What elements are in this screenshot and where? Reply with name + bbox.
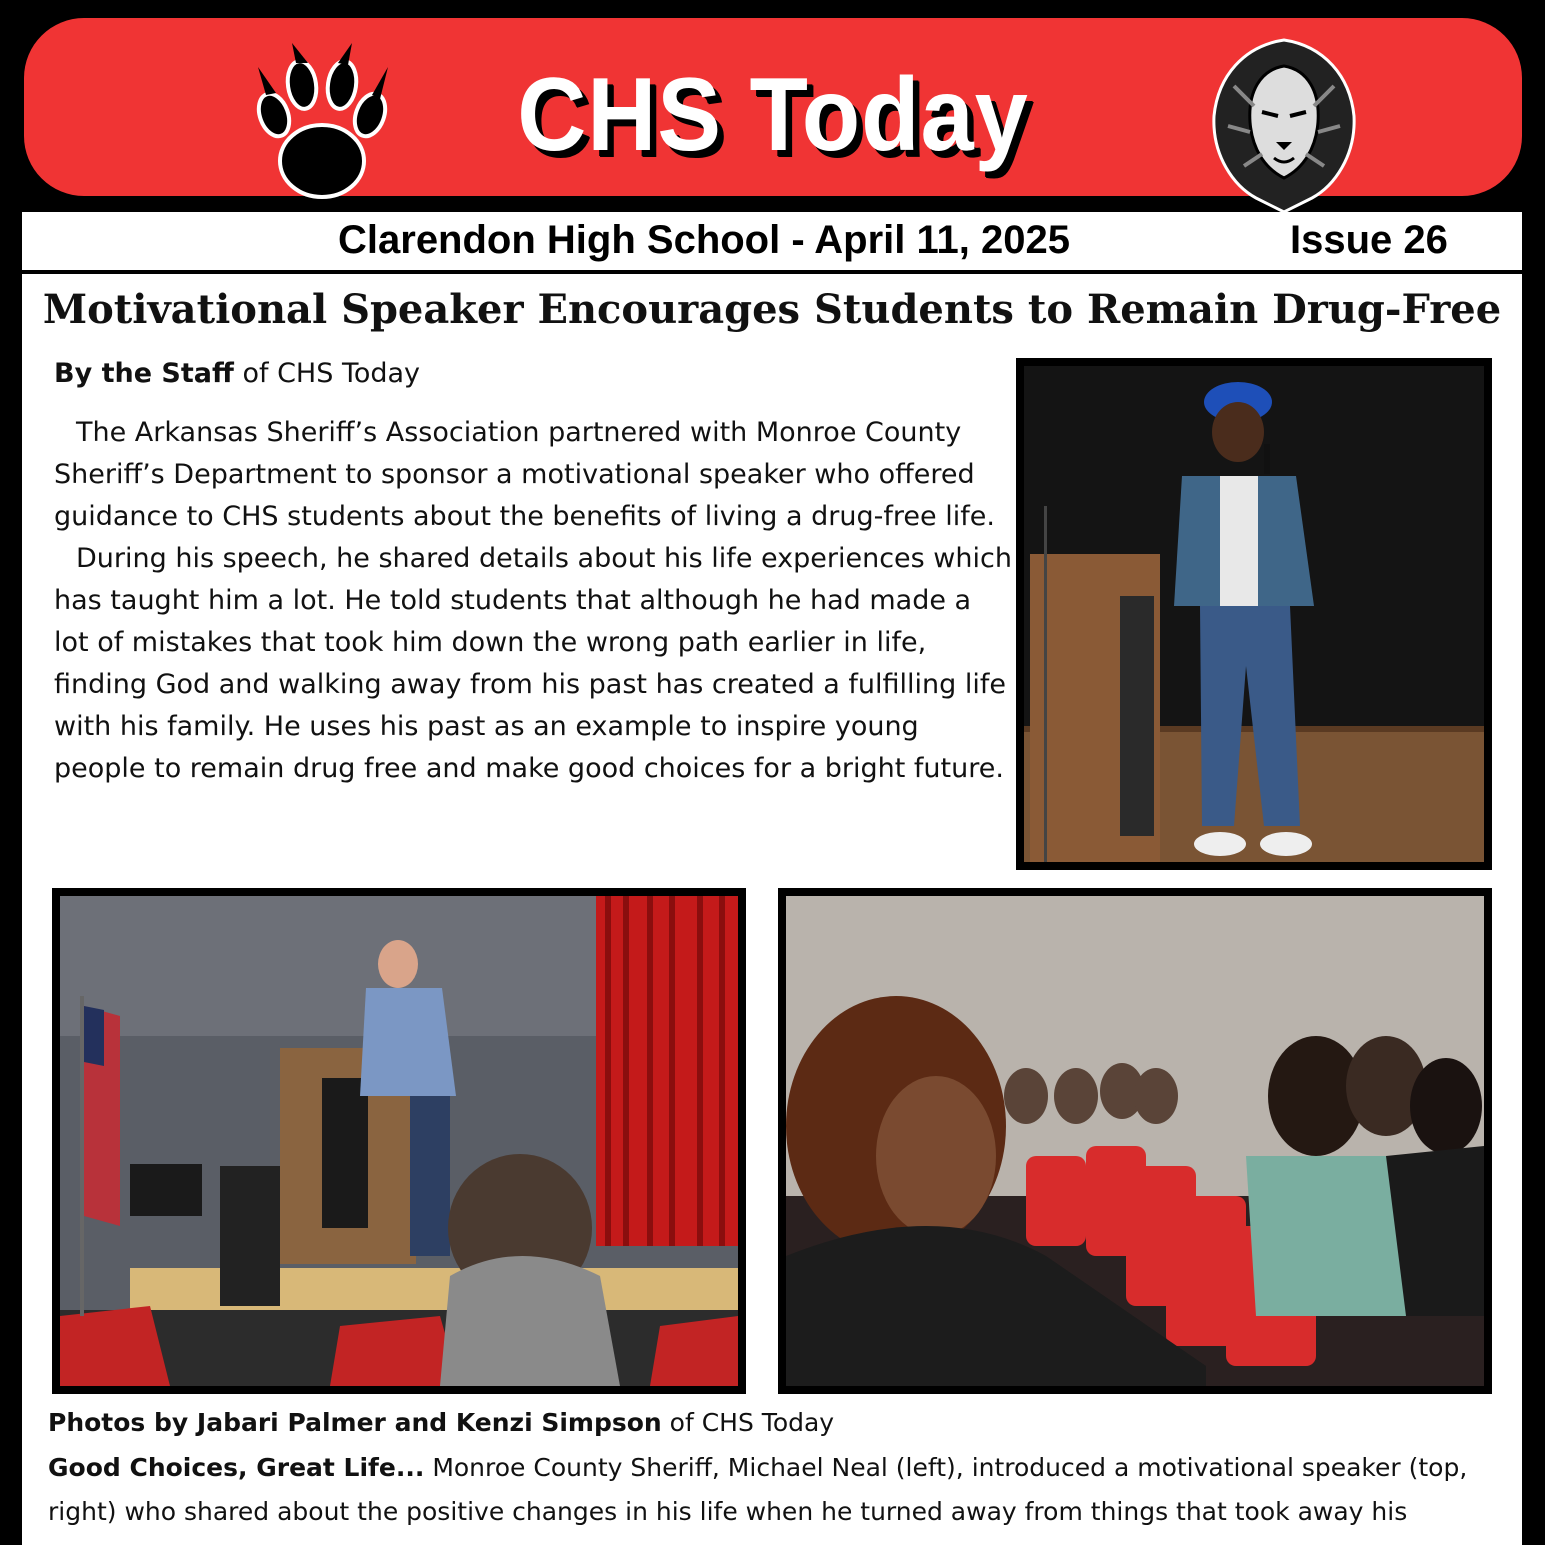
photo-credit-names: Photos by Jabari Palmer and Kenzi Simpson <box>48 1408 662 1437</box>
article-paragraph: During his speech, he shared details about his life experiences which has taught him a lot. He told students that although he had made a lot of mistakes that took him down the wrong path earlier in life, finding God and walking away from his past has created a fulfilling life with his family. He uses his past as an example to inspire young people to remain drug free and make good choices for a bright future. <box>54 543 1012 784</box>
article-headline: Motivational Speaker Encourages Students to Remain Drug-Free <box>42 286 1502 333</box>
article-paragraph: The Arkansas Sheriff’s Association partnered with Monroe County Sheriff’s Department to sponsor a motivational speaker who offered guidance to CHS students about the benefits of living a drug-free life. <box>54 417 995 532</box>
header-banner <box>24 18 1522 196</box>
article-byline <box>54 358 420 389</box>
byline-author: By the Staff <box>54 358 234 389</box>
publication-title: CHS Today <box>517 57 1029 173</box>
lion-head-icon <box>1204 36 1364 214</box>
caption-lead: Good Choices, Great Life... <box>48 1453 425 1482</box>
photo-speaker-on-stage <box>1016 358 1492 870</box>
caption-text: Monroe County Sheriff, Michael Neal (left), introduced a motivational speaker (top, right) who shared about the positive changes in his life when he turned away from things that took away his <box>48 1453 1468 1526</box>
issue-number: Issue 26 <box>1290 218 1448 262</box>
photo-students-audience <box>778 888 1492 1394</box>
masthead <box>22 212 1522 274</box>
newsletter-page <box>22 212 1522 1545</box>
school-and-date: Clarendon High School - April 11, 2025 <box>338 218 1071 262</box>
photo-credit <box>48 1408 834 1437</box>
photo-caption <box>48 1446 1518 1534</box>
photo-sheriff-at-podium <box>52 888 746 1394</box>
article-body <box>54 412 1014 790</box>
byline-source: of CHS Today <box>233 358 421 389</box>
photo-credit-source: of CHS Today <box>661 1408 835 1437</box>
